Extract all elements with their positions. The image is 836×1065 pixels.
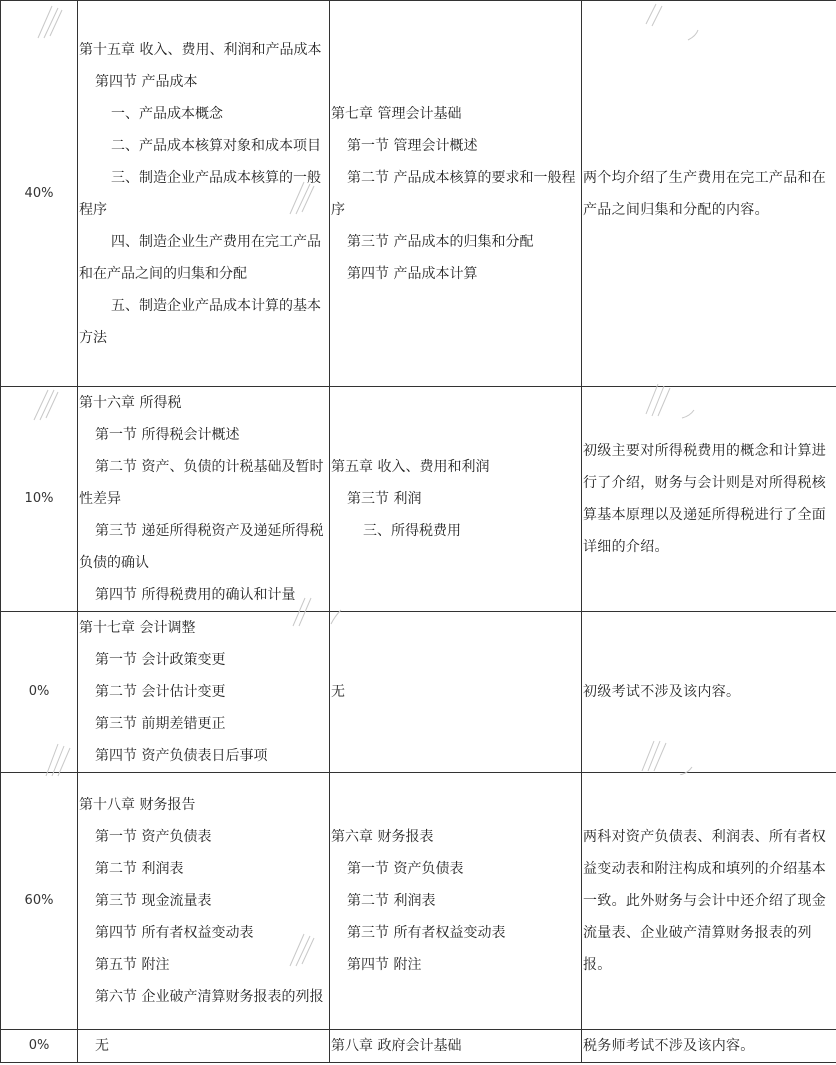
middle-line: 三、所得税费用 [363,523,461,539]
middle-chapter-cell [330,612,582,773]
left-line: 第四节 所得税费用的确认和计量 [95,587,296,603]
left-line: 第二节 资产、负债的计税基础及暂时性差异 [79,459,324,507]
left-line: 三、制造企业产品成本核算的一般程序 [79,169,321,218]
weight-cell: 0% [1,1030,78,1063]
weight-cell: 0% [1,612,78,773]
left-line: 第十六章 所得税 [79,395,182,411]
left-line: 第三节 递延所得税资产及递延所得税负债的确认 [79,523,324,571]
middle-line: 第五章 收入、费用和利润 [331,459,490,475]
weight-cell: 60% [1,773,78,1030]
table-row [1,612,836,773]
weight-cell: 10% [1,387,78,612]
middle-line: 第三节 利润 [347,491,422,507]
middle-line: 第八章 政府会计基础 [331,1038,462,1054]
left-line: 第六节 企业破产清算财务报表的列报 [95,989,324,1005]
left-line: 第四节 所有者权益变动表 [95,925,254,941]
left-line: 二、产品成本核算对象和成本项目 [111,137,321,154]
left-chapter-cell [78,387,330,612]
left-line: 第一节 所得税会计概述 [95,427,240,443]
middle-line: 第六章 财务报表 [331,829,434,845]
note-cell: 两科对资产负债表、利润表、所有者权益变动表和附注构成和填列的介绍基本一致。此外财务与会计中还介绍了现金流量表、企业破产清算财务报表的列报。 [582,773,836,1030]
middle-chapter-cell [330,387,582,612]
table-row [1,1,836,387]
left-line: 五、制造企业产品成本计算的基本方法 [79,297,321,346]
table-row [1,1030,836,1063]
middle-line: 第二节 利润表 [347,893,436,909]
weight-cell: 40% [1,1,78,387]
note-cell: 两个均介绍了生产费用在完工产品和在产品之间归集和分配的内容。 [582,1,836,387]
left-chapter-cell [78,773,330,1030]
note-cell: 税务师考试不涉及该内容。 [582,1030,836,1063]
middle-line: 第一节 管理会计概述 [347,137,478,154]
left-line: 第五节 附注 [95,957,170,973]
note-cell: 初级主要对所得税费用的概念和计算进行了介绍，财务与会计则是对所得税核算基本原理以及递延所得税进行了全面详细的介绍。 [582,387,836,612]
middle-line: 第四节 附注 [347,957,422,973]
note-cell: 初级考试不涉及该内容。 [582,612,836,773]
middle-line: 第二节 产品成本核算的要求和一般程序 [331,169,576,218]
left-line: 第四节 资产负债表日后事项 [95,748,268,764]
left-line: 一、产品成本概念 [111,105,223,122]
left-line: 四、制造企业生产费用在完工产品和在产品之间的归集和分配 [79,233,321,282]
left-line: 第二节 利润表 [95,861,184,877]
table-row [1,773,836,1030]
left-line: 第四节 产品成本 [95,73,198,90]
left-chapter-cell [78,612,330,773]
left-line: 第三节 前期差错更正 [95,716,226,732]
middle-chapter-cell [330,1,582,387]
left-line: 第一节 资产负债表 [95,829,212,845]
middle-chapter-cell [330,773,582,1030]
left-line: 第三节 现金流量表 [95,893,212,909]
left-line: 第一节 会计政策变更 [95,652,226,668]
left-chapter-cell [78,1,330,387]
middle-line: 第七章 管理会计基础 [331,105,462,122]
middle-line: 第三节 所有者权益变动表 [347,925,506,941]
table-body [1,1,836,1063]
left-line: 第十八章 财务报告 [79,797,196,813]
left-line: 第十七章 会计调整 [79,620,196,636]
middle-line: 第一节 资产负债表 [347,861,464,877]
left-line: 第十五章 收入、费用、利润和产品成本 [79,41,322,58]
left-line: 无 [95,1038,109,1054]
middle-chapter-cell [330,1030,582,1063]
middle-line: 无 [331,684,345,700]
left-chapter-cell [78,1030,330,1063]
middle-line: 第四节 产品成本计算 [347,265,478,282]
middle-line: 第三节 产品成本的归集和分配 [347,233,534,250]
left-line: 第二节 会计估计变更 [95,684,226,700]
table-row [1,387,836,612]
